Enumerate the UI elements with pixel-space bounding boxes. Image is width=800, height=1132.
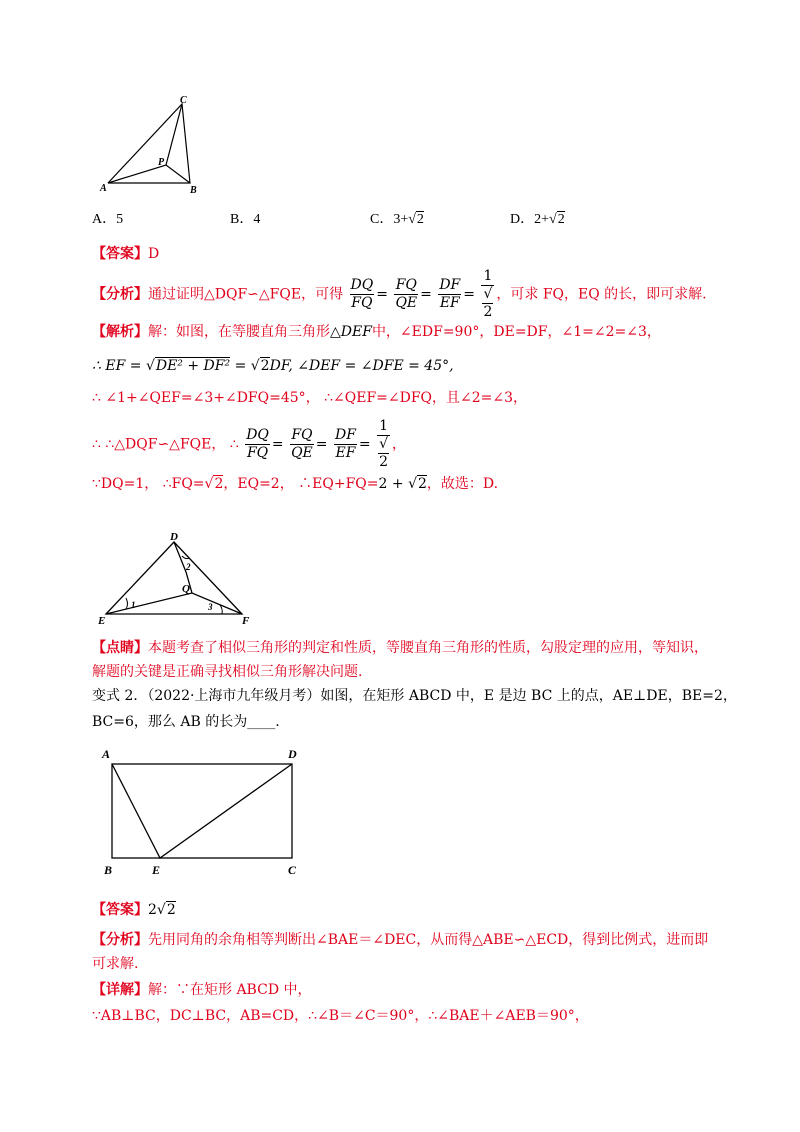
option-d-text: D．2+ [510,212,550,227]
fraction: $\frac{FQ}{QE}$ [291,427,313,461]
therefore: ∴ [229,436,239,453]
q2-detail-line1 [92,980,312,1000]
label-c: C [180,95,187,106]
analysis-tag: 【分析】 [92,932,148,948]
fraction: $\frac{DF}{EF}$ [334,427,356,461]
eq-text: ∴ EF = [92,358,142,374]
radicand: 2 [166,902,176,918]
option-c [370,210,424,230]
q1-explain-line5 [92,474,498,494]
comment-tag: 【点睛】 [92,640,148,656]
fraction: $\frac{FQ}{QE}$ [395,277,418,311]
radicand: 2 [214,476,224,492]
eq-text: ∵DQ=1， ∴FQ= [92,476,205,492]
q2-detail-line2: ∵AB⊥BC，DC⊥BC，AB=CD，∴∠B＝∠C＝90°，∴∠BAE＋∠AEB＝90°， [92,1008,589,1024]
option-a: A．5 [92,212,124,227]
q2-line2: BC=6，那么 AB 的长为____. [92,714,280,730]
explain-text-end: 中，∠EDF=90°，DE=DF，∠1=∠2=∠3， [371,324,661,340]
q2-analysis-line2: 可求解. [92,956,139,972]
analysis-text: 先用同角的余角相等判断出∠BAE＝∠DEC，从而得△ABE∽△ECD，得到比例式，进而即 [148,932,709,948]
radicand: DE² + DF² [155,358,231,374]
answer-tag: 【答案】 [92,902,148,918]
answer-value: 2 [148,902,157,918]
option-d-radicand: 2 [557,212,565,227]
label-a: A [100,183,107,194]
rectangle-abcd-svg [96,744,308,876]
label-d: D [288,747,297,761]
label-b: B [190,185,197,196]
eq-text-end: ，故选：D. [426,476,499,492]
answer-value: D [148,246,160,262]
radicand: 2 [417,476,427,492]
eq-sign: = [234,358,247,374]
analysis-tag: 【分析】 [92,286,148,303]
figure-triangle-abc [98,95,208,195]
comment-text: 本题考查了相似三角形的判定和性质，等腰直角三角形的性质，勾股定理的应用，等知识， [148,640,708,656]
detail-text: 解：∵在矩形 ABCD 中， [148,982,312,998]
label-e: E [152,863,161,877]
figure-triangle-def [96,530,266,626]
q1-explain-line1 [92,322,661,342]
q1-comment-line2: 解题的关键是正确寻找相似三角形解决问题. [92,664,363,680]
sqrt-sign: √2 [156,902,176,918]
detail-tag: 【详解】 [92,982,148,998]
label-f: F [242,615,250,627]
figure-rectangle-abcd [96,744,308,876]
fraction: $\frac{DF}{EF}$ [439,277,461,311]
fraction: 1 √ 2 [379,418,389,470]
q1-answer [92,244,159,264]
label-angle-2: 2 [186,562,191,572]
q2-analysis-line1 [92,930,708,950]
sqrt-sign: √2 [408,476,427,492]
radicand: 2 [260,358,270,374]
fraction: 1 √ 2 [483,268,493,320]
triangle-abc-svg [98,95,208,195]
sqrt-sign: √2 [204,476,224,492]
option-d [510,210,565,230]
option-c-radicand: 2 [416,212,424,227]
analysis-text: 通过证明△DQF∽△FQE，可得 [148,286,344,303]
fraction: $\frac{DQ}{FQ}$ [246,427,269,461]
explain-text: 解：如图，在等腰直角三角形 [148,324,330,340]
q1-explain-line4: ∴ ∴△DQF∽△FQE， ∴ $\frac{DQ}{FQ}$ = $\frac{FQ}{QE}$ = $\frac{DF}{EF}$ = 1 √ 2 ， [92,418,407,470]
eq-text-end: DF, ∠DEF = ∠DFE = 45°, [269,358,454,374]
answer-tag: 【答案】 [92,246,148,262]
q1-explain-line3: ∴ ∠1+∠QEF=∠3+∠DFQ=45°， ∴∠QEF=∠DFQ，且∠2=∠3， [92,390,528,406]
option-b: B．4 [230,212,261,227]
q2-answer [92,900,176,920]
sqrt-sign: √2 [250,358,270,374]
similar-statement: ∴ ∴△DQF∽△FQE， [92,436,226,453]
eq-value: 2 + [378,476,409,492]
label-c: C [288,863,297,877]
option-c-text: C．3+ [370,212,409,227]
sqrt-sign: √2 [549,212,565,227]
explain-tag: 【解析】 [92,324,148,340]
q1-comment-line1 [92,638,708,658]
label-q: Q [182,583,190,595]
analysis-text-end: ，可求 FQ，EQ 的长，即可求解. [496,286,707,303]
q1-explain-line2 [92,356,454,376]
eq-text: ，EQ=2， ∴EQ+FQ= [223,476,379,492]
q1-analysis: 【分析】通过证明△DQF∽△FQE，可得 $\frac{DQ}{FQ}$ = $\frac{FQ}{QE}$ = $\frac{DF}{EF}$ = 1 √ 2 ，可求 FQ，EQ 的长，即可求解. [92,268,707,320]
triangle-def-svg [96,530,266,626]
label-p: P [158,157,165,168]
label-b: B [104,863,113,877]
label-e: E [98,615,106,627]
triangle-def: △DEF [330,324,372,340]
sqrt-sign: √2 [408,212,424,227]
fraction: $\frac{DQ}{FQ}$ [350,277,374,311]
label-angle-3: 3 [208,602,213,612]
label-a: A [102,747,111,761]
q2-line1: 变式 2．（2022·上海市九年级月考）如图，在矩形 ABCD 中，E 是边 BC 上的点，AE⊥DE，BE=2， [92,688,737,704]
sqrt-sign: √DE² + DF² [145,358,231,374]
label-d: D [170,531,178,543]
comma: ， [392,436,407,453]
label-angle-1: 1 [131,600,136,610]
